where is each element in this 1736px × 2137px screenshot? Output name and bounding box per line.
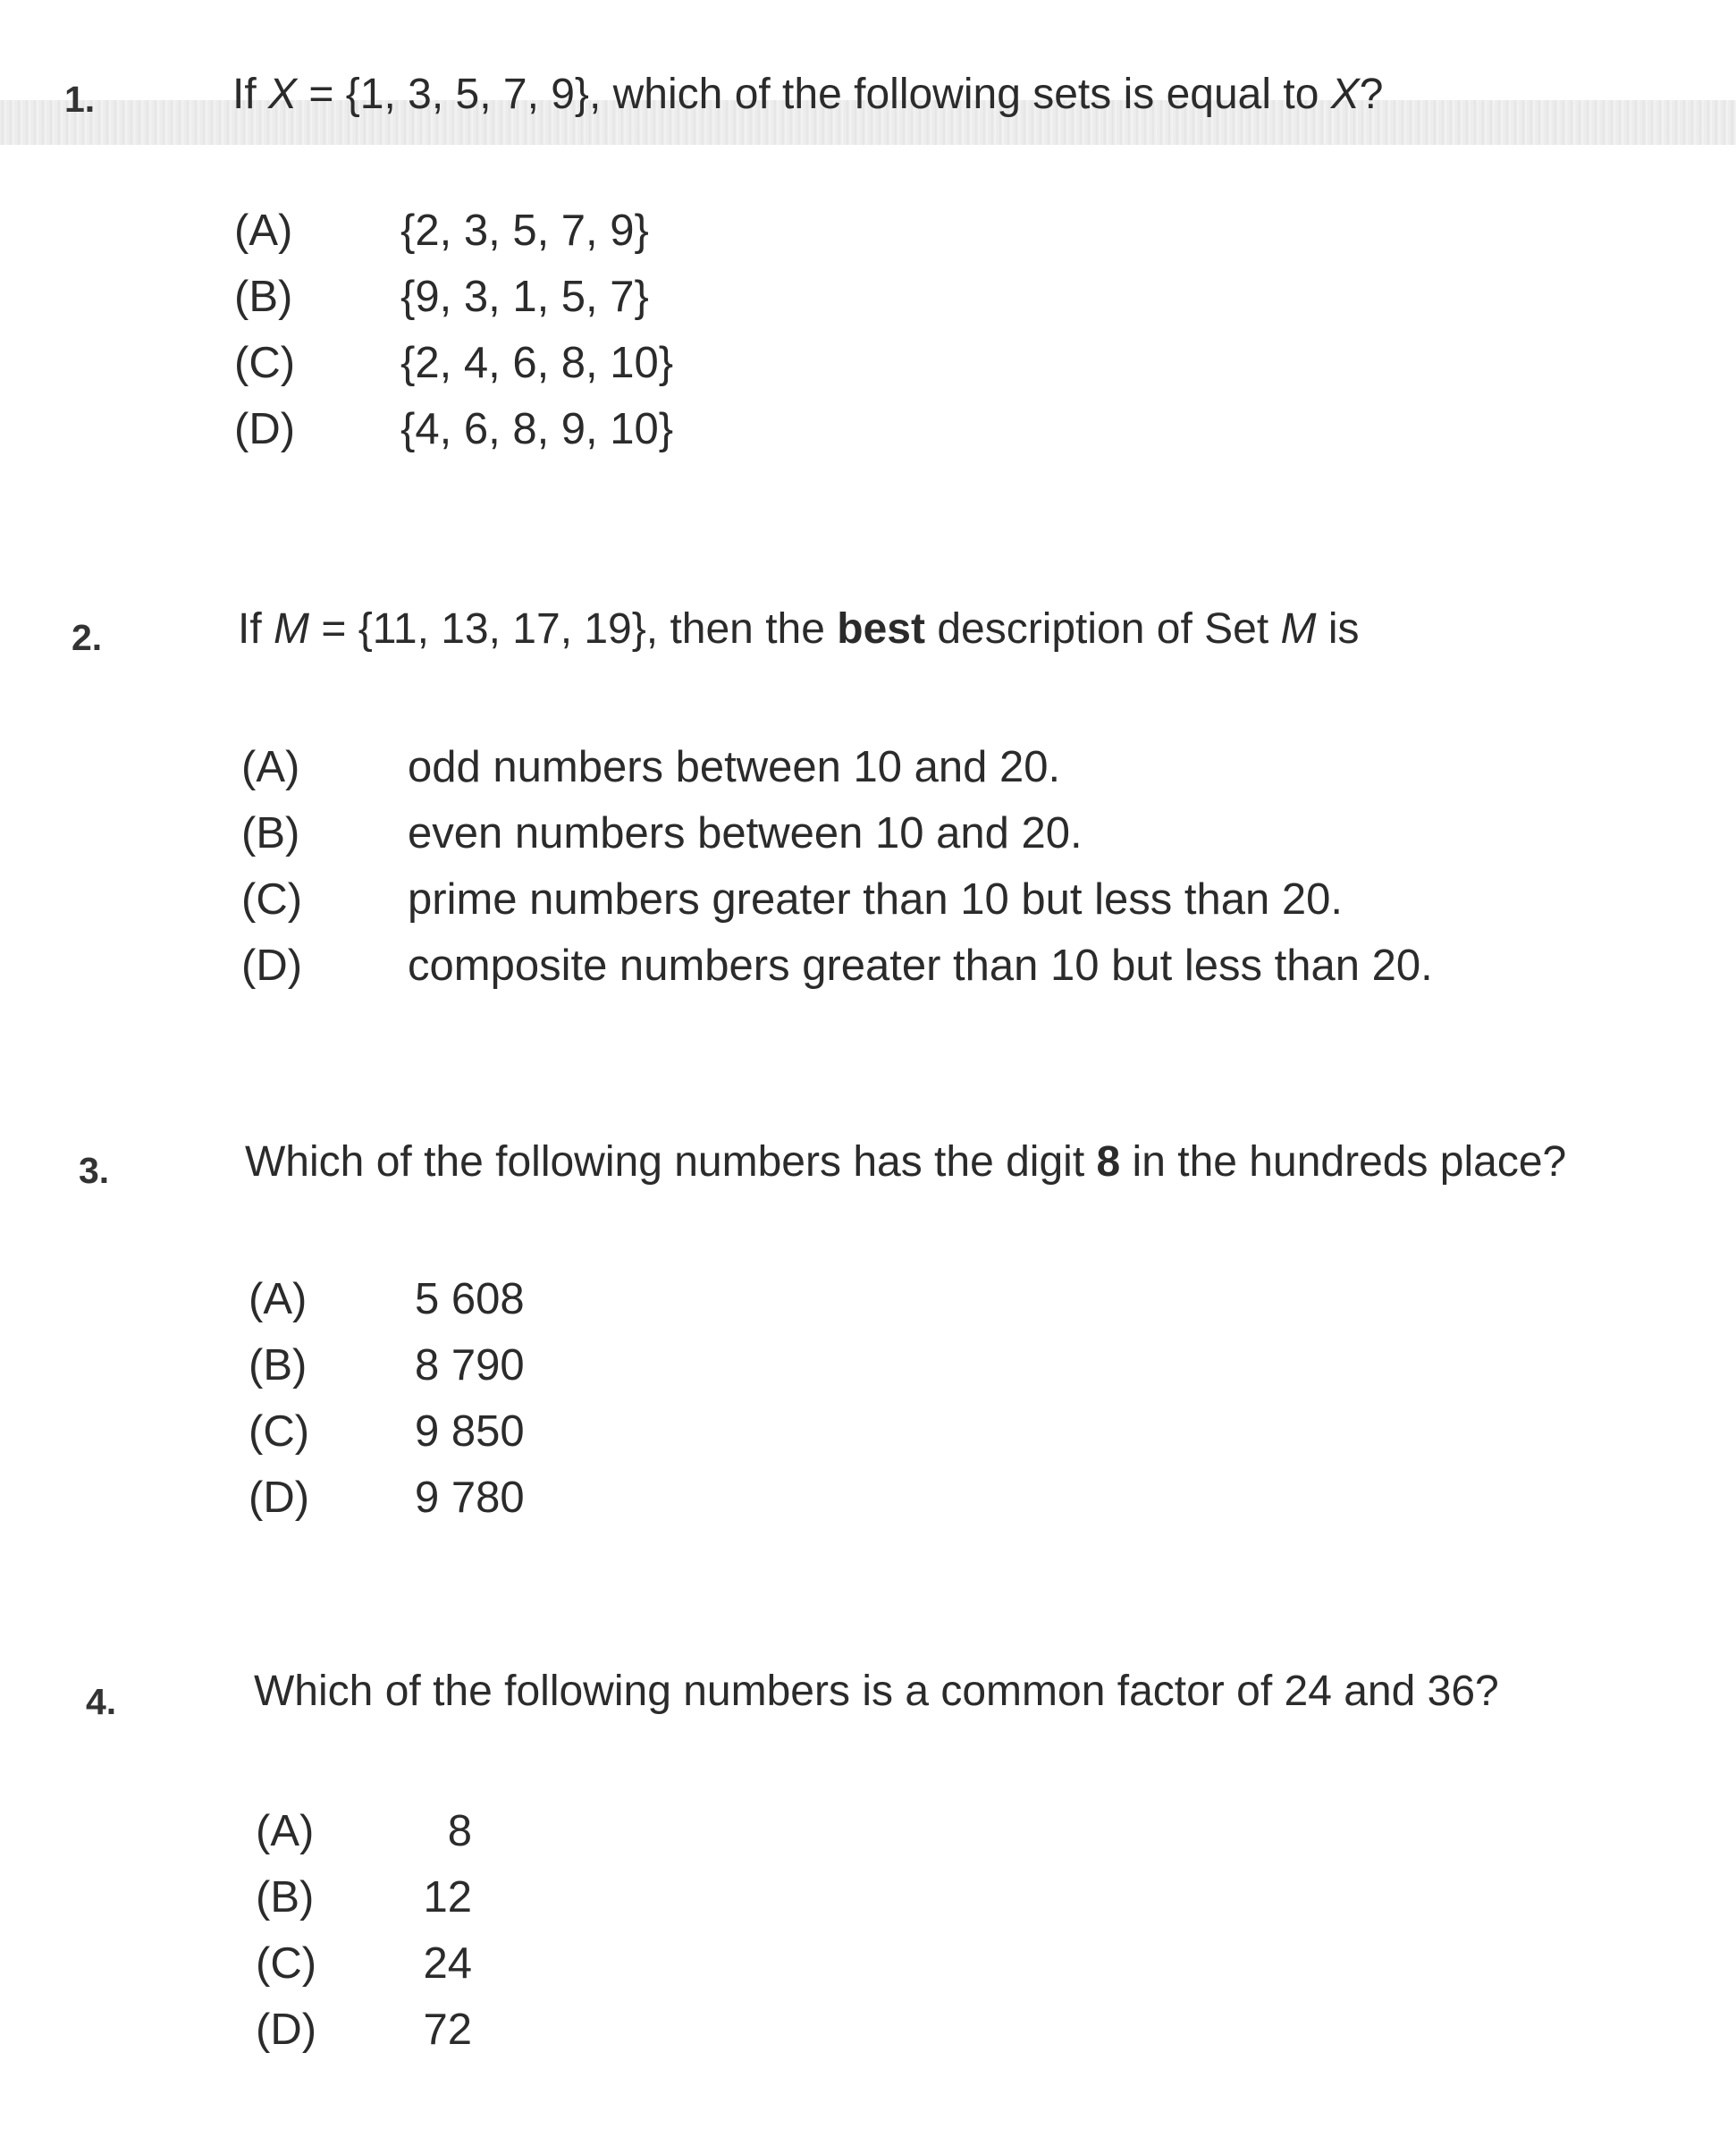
question-stem: If X = {1, 3, 5, 7, 9}, which of the following sets is equal to X? — [232, 71, 1384, 118]
question-number: 1. — [64, 79, 96, 120]
option-value: {9, 3, 1, 5, 7} — [400, 273, 649, 321]
option-value: {4, 6, 8, 9, 10} — [400, 405, 674, 453]
option-letter: (A) — [249, 1275, 308, 1323]
option-value: {2, 3, 5, 7, 9} — [400, 207, 649, 255]
option-letter: (D) — [256, 2006, 317, 2054]
option-value: 9 780 — [415, 1474, 525, 1522]
option-letter: (D) — [234, 405, 296, 453]
option-value: 12 — [423, 1873, 472, 1922]
option-value: odd numbers between 10 and 20. — [408, 743, 1061, 791]
question-stem: If M = {11, 13, 17, 19}, then the best description of Set M is — [238, 605, 1360, 653]
option-letter: (A) — [234, 207, 293, 255]
option-letter: (D) — [241, 942, 303, 990]
option-letter: (B) — [241, 809, 300, 857]
option-letter: (A) — [256, 1807, 315, 1855]
option-letter: (A) — [241, 743, 300, 791]
question-number: 4. — [86, 1681, 117, 1722]
option-value: prime numbers greater than 10 but less than 20. — [408, 875, 1343, 924]
question-number: 2. — [72, 617, 103, 658]
question-stem: Which of the following numbers has the digit 8 in the hundreds place? — [245, 1138, 1567, 1186]
option-value: 8 790 — [415, 1341, 525, 1389]
option-value: 9 850 — [415, 1407, 525, 1456]
option-letter: (B) — [256, 1873, 315, 1922]
option-value: {2, 4, 6, 8, 10} — [400, 339, 674, 387]
option-value: 8 — [447, 1807, 472, 1855]
option-value: 5 608 — [415, 1275, 525, 1323]
option-value: even numbers between 10 and 20. — [408, 809, 1083, 857]
option-value: 24 — [423, 1939, 472, 1988]
question-number: 3. — [79, 1150, 110, 1191]
option-value: 72 — [423, 2006, 472, 2054]
option-letter: (C) — [249, 1407, 310, 1456]
option-value: composite numbers greater than 10 but less than 20. — [408, 942, 1433, 990]
option-letter: (B) — [234, 273, 293, 321]
option-letter: (D) — [249, 1474, 310, 1522]
option-letter: (C) — [256, 1939, 317, 1988]
option-letter: (C) — [241, 875, 303, 924]
question-stem: Which of the following numbers is a common factor of 24 and 36? — [254, 1668, 1499, 1715]
option-letter: (C) — [234, 339, 296, 387]
option-letter: (B) — [249, 1341, 308, 1389]
